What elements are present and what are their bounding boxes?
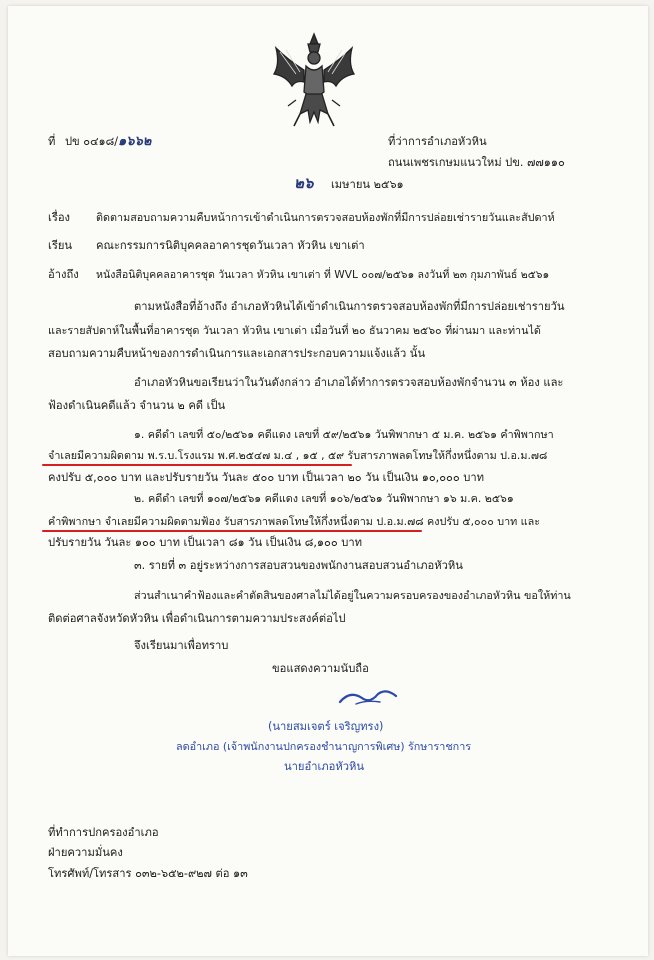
case2-line1: ๒. คดีดำ เลขที่ ๑๐๗/๒๕๖๑ คดีแดง เลขที่ ๑๐๖/๒๕๖๑ วันพิพากษา ๑๖ ม.ค. ๒๕๖๑ xyxy=(134,492,514,505)
doc-number-handwritten: ๑๖๖๒ xyxy=(118,134,152,149)
case2-line3: ปรับรายวัน วันละ ๑๐๐ บาท เป็นเวลา ๘๑ วัน เป็นเงิน ๘,๑๐๐ บาท xyxy=(48,536,362,549)
date-day-handwritten: ๒๖ xyxy=(294,174,314,192)
document-page xyxy=(8,6,648,956)
red-underline-case2 xyxy=(42,530,422,532)
p2-line2: ฟ้องดำเนินคดีแล้ว จำนวน ๒ คดี เป็น xyxy=(48,399,226,412)
p1-line2: และรายสัปดาห์ในพื้นที่อาคารชุด วันเวลา หัวหิน เขาเต่า เมื่อวันที่ ๒๐ ธันวาคม ๒๕๖๐ ที่ผ่านมา และท่านได้ xyxy=(48,324,541,337)
case1-line2: จำเลยมีความผิดตาม พ.ร.บ.โรงแรม พ.ศ.๒๕๔๗ ม.๔ , ๑๕ , ๕๙ รับสารภาพลดโทษให้กึ่งหนึ่งตาม ป.อ.ม.๗๘ xyxy=(48,449,548,462)
case1-line1: ๑. คดีดำ เลขที่ ๕๐/๒๕๖๑ คดีแดง เลขที่ ๕๙/๒๕๖๑ วันพิพากษา ๕ ม.ค. ๒๕๖๑ คำพิพากษา xyxy=(134,428,554,441)
signer-title-line2: นายอำเภอหัวหิน xyxy=(284,760,365,773)
document-date xyxy=(294,176,404,192)
subject-label: เรื่อง xyxy=(48,211,71,224)
date-month-year: เมษายน ๒๕๖๑ xyxy=(330,178,404,191)
to-text: คณะกรรมการนิติบุคคลอาคารชุดวันเวลา หัวหิน เขาเต่า xyxy=(96,239,365,252)
red-underline-case1 xyxy=(42,464,352,466)
subject-text: ติดตามสอบถามความคืบหน้าการเข้าดำเนินการตรวจสอบห้องพักที่มีการปล่อยเช่ารายวันและสัปดาห์ xyxy=(96,211,555,224)
reference-text: หนังสือนิติบุคคลอาคารชุด วันเวลา หัวหิน เขาเต่า ที่ WVL ๐๐๗/๒๕๖๑ ลงวันที่ ๒๓ กุมภาพันธ์ ๒๕๖๑ xyxy=(96,269,550,281)
to-label: เรียน xyxy=(48,239,73,252)
footer-phone: โทรศัพท์/โทรสาร ๐๓๒-๖๕๒-๙๒๗ ต่อ ๑๓ xyxy=(48,867,248,880)
closing-line: จึงเรียนมาเพื่อทราบ xyxy=(134,639,229,652)
doc-number-value: ปข ๐๔๑๘/ xyxy=(64,135,119,148)
p3-line2: ติดต่อศาลจังหวัดหัวหิน เพื่อดำเนินการตามความประสงค์ต่อไป xyxy=(48,612,346,625)
signer-title-line1: ลดอำเภอ (เจ้าพนักงานปกครองชำนาญการพิเศษ) รักษาราชการ xyxy=(176,740,472,753)
footer-department: ฝ่ายความมั่นคง xyxy=(48,846,123,859)
case3-line1: ๓. รายที่ ๓ อยู่ระหว่างการสอบสวนของพนักงานสอบสวนอำเภอหัวหิน xyxy=(134,559,463,572)
office-address: ถนนเพชรเกษมแนวใหม่ ปข. ๗๗๑๑๐ xyxy=(388,156,565,169)
p1-line3: สอบถามความคืบหน้าของการดำเนินการและเอกสารประกอบความแจ้งแล้ว นั้น xyxy=(48,347,426,360)
reference-label: อ้างถึง xyxy=(48,268,79,281)
case2-line2: คำพิพากษา จำเลยมีความผิดตามฟ้อง รับสารภาพลดโทษให้กึ่งหนึ่งตาม ป.อ.ม.๗๘ คงปรับ ๕,๐๐๐ บาท และ xyxy=(48,515,541,528)
regards-text: ขอแสดงความนับถือ xyxy=(272,662,369,675)
footer-office: ที่ทำการปกครองอำเภอ xyxy=(48,826,159,839)
office-name: ที่ว่าการอำเภอหัวหิน xyxy=(388,135,487,148)
handwritten-signature xyxy=(336,686,400,708)
p3-line1: ส่วนสำเนาคำฟ้องและคำตัดสินของศาลไม่ได้อยู่ในความครอบครองของอำเภอหัวหิน ขอให้ท่าน xyxy=(134,589,571,602)
doc-number xyxy=(48,135,151,149)
p1-line1: ตามหนังสือที่อ้างถึง อำเภอหัวหินได้เข้าดำเนินการตรวจสอบห้องพักที่มีการปล่อยเช่ารายวัน xyxy=(134,300,565,313)
garuda-emblem-icon xyxy=(266,30,362,132)
doc-number-label: ที่ xyxy=(48,135,56,148)
p2-line1: อำเภอหัวหินขอเรียนว่าในวันดังกล่าว อำเภอได้ทำการตรวจสอบห้องพักจำนวน ๓ ห้อง และ xyxy=(134,376,564,389)
signer-name: (นายสมเจตร์ เจริญทรง) xyxy=(268,720,384,733)
case1-line3: คงปรับ ๕,๐๐๐ บาท และปรับรายวัน วันละ ๕๐๐ บาท เป็นเวลา ๒๐ วัน เป็นเงิน ๑๐,๐๐๐ บาท xyxy=(48,471,485,484)
